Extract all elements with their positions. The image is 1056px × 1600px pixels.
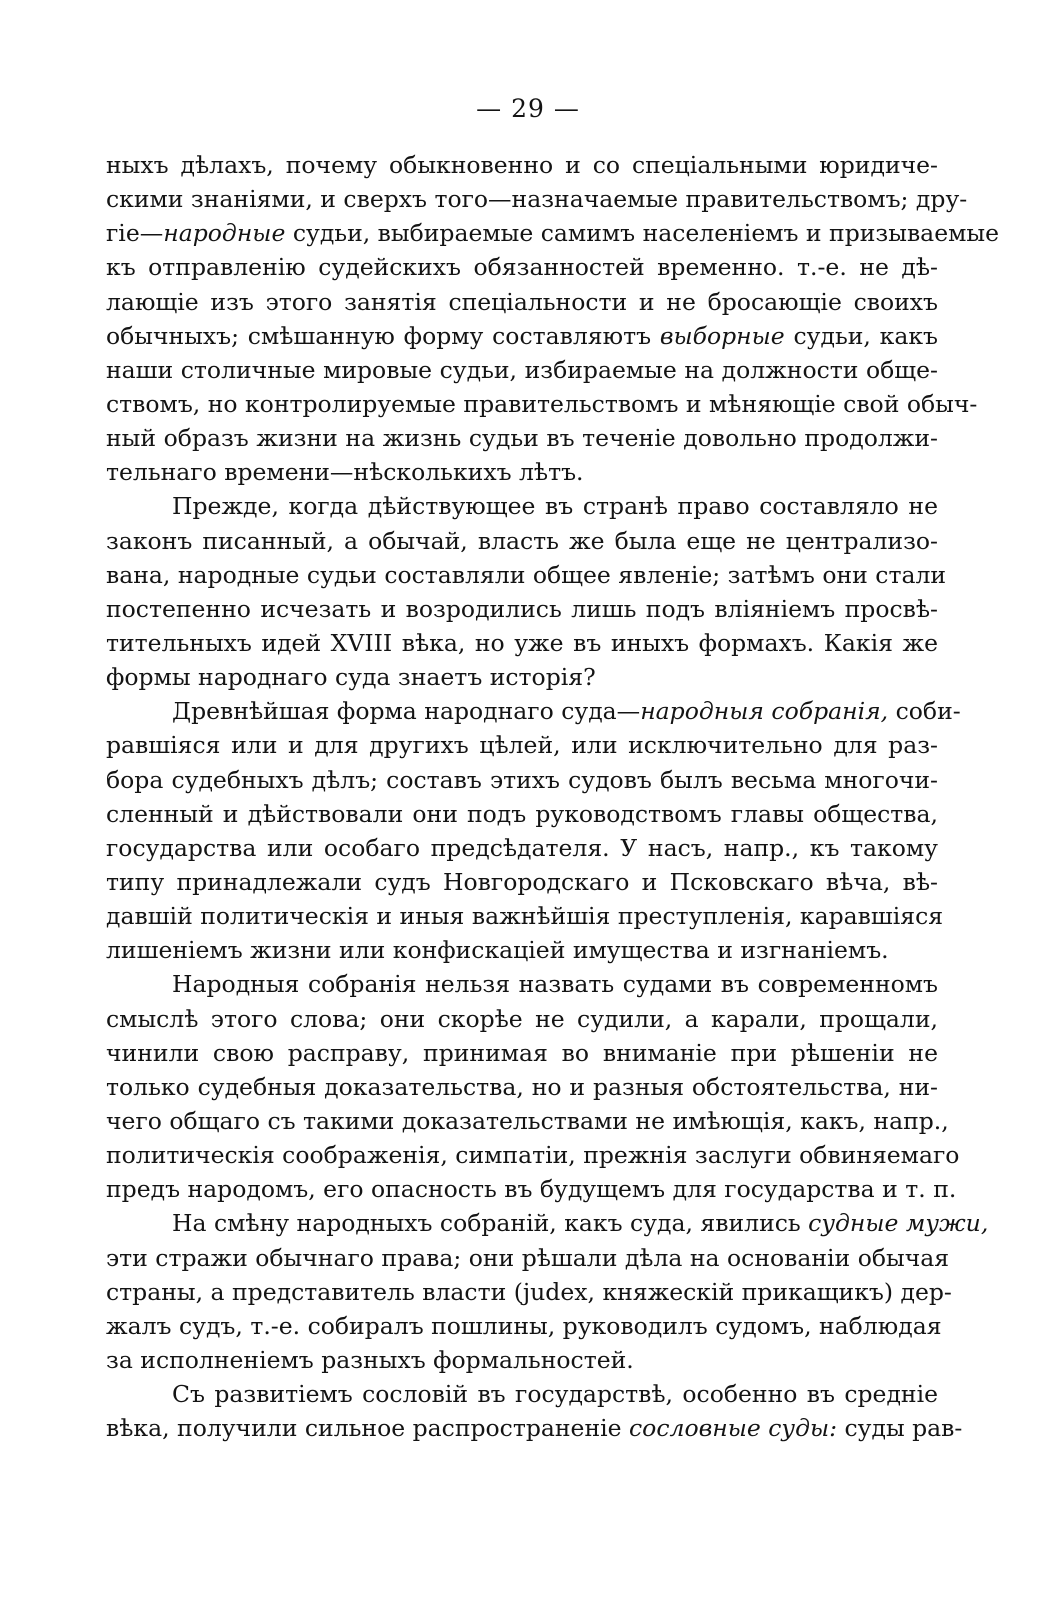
text-line: [106, 626, 938, 660]
text-run: обычныхъ; смѣшанную форму составляютъ: [106, 321, 660, 350]
text-line: [106, 1309, 942, 1343]
text-run: давшій политическія и иныя важнѣйшія преступленія, каравшіяся: [106, 902, 944, 931]
text-line: [106, 797, 938, 831]
text-line: [106, 1377, 938, 1411]
text-run: за исполненіемъ разныхъ формальностей.: [106, 1345, 634, 1374]
text-line: [106, 694, 961, 728]
text-line: [106, 1206, 989, 1240]
text-line: [106, 728, 938, 762]
text-run: законъ писанный, а обычай, власть же была еще не централизо-: [106, 526, 938, 555]
text-run: сленный и дѣйствовали они подъ руководствомъ главы общества,: [106, 799, 938, 828]
text-line: [106, 1241, 950, 1275]
text-line: [106, 592, 938, 626]
body-text: [106, 148, 999, 1445]
text-run: ствомъ, но контролируемые правительствомъ и мѣняющіе свой обыч-: [106, 389, 978, 418]
italic-text: судные мужи,: [808, 1209, 989, 1238]
text-run: смыслѣ этого слова; они скорѣе не судили, а карали, прощали,: [106, 1004, 938, 1033]
text-line: [106, 1036, 938, 1070]
text-line: [106, 899, 944, 933]
text-run: судьи, выбираемые самимъ населеніемъ и призываемые: [285, 219, 999, 248]
text-run: ныхъ дѣлахъ, почему обыкновенно и со спеціальными юридиче-: [106, 151, 938, 179]
text-run: политическія соображенія, симпатіи, прежнія заслуги обвиняемаго: [106, 1141, 960, 1170]
text-run: эти стражи обычнаго права; они рѣшали дѣла на основаніи обычая: [106, 1243, 950, 1272]
text-run: Народныя собранія нельзя назвать судами въ современномъ: [172, 970, 938, 999]
text-line: [106, 1172, 957, 1206]
text-run: равшіяся или и для другихъ цѣлей, или исключительно для раз-: [106, 731, 938, 760]
text-run: скими знаніями, и сверхъ того—назначаемые правительствомъ; дру-: [106, 185, 968, 214]
text-run: къ отправленію судейскихъ обязанностей временно. т.-е. не дѣ-: [106, 253, 938, 282]
text-run: соби-: [888, 697, 961, 726]
text-run: типу принадлежали судъ Новгородскаго и Псковскаго вѣча, вѣ-: [106, 867, 938, 896]
text-run: бора судебныхъ дѣлъ; составъ этихъ судовъ былъ весьма многочи-: [106, 765, 938, 794]
text-line: [106, 285, 938, 319]
text-run: судьи, какъ: [784, 321, 938, 350]
text-run: жалъ судъ, т.-е. собиралъ пошлины, руководилъ судомъ, наблюдая: [106, 1311, 942, 1340]
text-line: [106, 1411, 963, 1445]
text-run: наши столичные мировые судьи, избираемые на должности обще-: [106, 355, 938, 384]
text-line: [106, 763, 938, 797]
italic-text: народные: [163, 219, 286, 248]
text-run: предъ народомъ, его опасность въ будущемъ для государства и т. п.: [106, 1175, 957, 1204]
text-line: [106, 148, 938, 182]
text-line: [106, 660, 938, 694]
text-line: [106, 421, 938, 455]
text-run: формы народнаго суда знаетъ исторія?: [106, 663, 596, 692]
text-line: [106, 524, 938, 558]
text-line: [106, 558, 947, 592]
text-line: [106, 1138, 960, 1172]
text-run: Съ развитіемъ сословій въ государствѣ, особенно въ средніе: [172, 1380, 938, 1409]
text-run: гіе—: [106, 219, 164, 248]
text-run: тельнаго времени—нѣсколькихъ лѣтъ.: [106, 458, 584, 487]
text-line: [106, 489, 938, 523]
italic-text: народныя собранія,: [640, 697, 889, 726]
text-run: только судебныя доказательства, но и разныя обстоятельства, ни-: [106, 1072, 938, 1101]
text-line: [106, 182, 968, 216]
text-run: На смѣну народныхъ собраній, какъ суда, явились: [172, 1209, 809, 1238]
text-line: [106, 1343, 938, 1377]
text-run: постепенно исчезать и возродились лишь подъ вліяніемъ просвѣ-: [106, 594, 938, 623]
text-line: [106, 1070, 938, 1104]
text-line: [106, 250, 938, 284]
text-line: [106, 319, 938, 353]
text-line: [106, 216, 999, 250]
text-line: [106, 1275, 952, 1309]
text-run: вана, народные судьи составляли общее явленіе; затѣмъ они стали: [106, 560, 947, 589]
text-run: страны, а представитель власти (judex, княжескій прикащикъ) дер-: [106, 1277, 952, 1306]
text-run: Древнѣйшая форма народнаго суда—: [172, 697, 641, 726]
text-line: [106, 353, 938, 387]
page-number: — 29 —: [476, 94, 580, 123]
text-run: ный образъ жизни на жизнь судьи въ теченіе довольно продолжи-: [106, 424, 938, 453]
text-run: суды рав-: [837, 1414, 963, 1443]
text-run: Прежде, когда дѣйствующее въ странѣ право составляло не: [172, 492, 938, 521]
text-line: [106, 831, 938, 865]
italic-text: выборные: [659, 321, 785, 350]
text-run: чего общаго съ такими доказательствами не имѣющія, какъ, напр.,: [106, 1106, 949, 1135]
text-line: [106, 1002, 938, 1036]
italic-text: сословные суды:: [629, 1414, 838, 1443]
text-run: тительныхъ идей XVIII вѣка, но уже въ иныхъ формахъ. Какія же: [106, 628, 938, 657]
text-line: [106, 455, 938, 489]
text-line: [106, 387, 978, 421]
text-run: лишеніемъ жизни или конфискаціей имущества и изгнаніемъ.: [106, 936, 889, 965]
text-line: [106, 865, 938, 899]
text-line: [106, 1104, 949, 1138]
text-run: вѣка, получили сильное распространеніе: [106, 1414, 630, 1443]
text-line: [106, 933, 938, 967]
text-run: государства или особаго предсѣдателя. У насъ, напр., къ такому: [106, 833, 938, 862]
text-run: лающіе изъ этого занятія спеціальности и не бросающіе своихъ: [106, 287, 938, 316]
text-line: [106, 967, 938, 1001]
text-run: чинили свою расправу, принимая во вниманіе при рѣшеніи не: [106, 1038, 938, 1067]
